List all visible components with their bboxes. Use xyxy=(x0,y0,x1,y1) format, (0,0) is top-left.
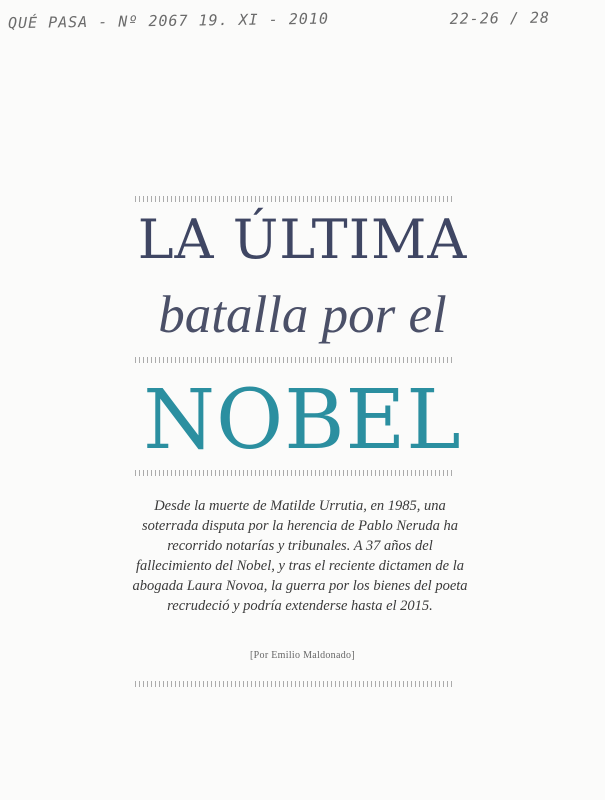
dotted-divider-top xyxy=(135,196,455,202)
title-line-1: LA ÚLTIMA xyxy=(137,208,468,271)
handwritten-source-note: QUÉ PASA - Nº 2067 19. XI - 2010 xyxy=(7,9,330,33)
handwritten-annotation xyxy=(8,2,598,40)
article-lead: Desde la muerte de Matilde Urrutia, en 1985, una soterrada disputa por la herencia de Pablo Neruda ha recorrido notarías y tribunales. A 37 años del fallecimiento del Nobel, y tras el reciente dictamen de la abogada Laura Novoa, la guerra por los bienes del poeta recrudeció y podría extenderse hasta el 2015. xyxy=(132,498,468,614)
byline: [Por Emilio Maldonado] xyxy=(250,650,355,661)
dotted-divider-middle xyxy=(135,357,455,363)
handwritten-page-note: 22-26 / 28 xyxy=(449,8,551,28)
dotted-divider-lower xyxy=(135,470,455,476)
dotted-divider-bottom xyxy=(135,681,455,687)
title-line-2: batalla por el xyxy=(158,286,447,344)
title-line-3: NOBEL xyxy=(143,373,462,468)
